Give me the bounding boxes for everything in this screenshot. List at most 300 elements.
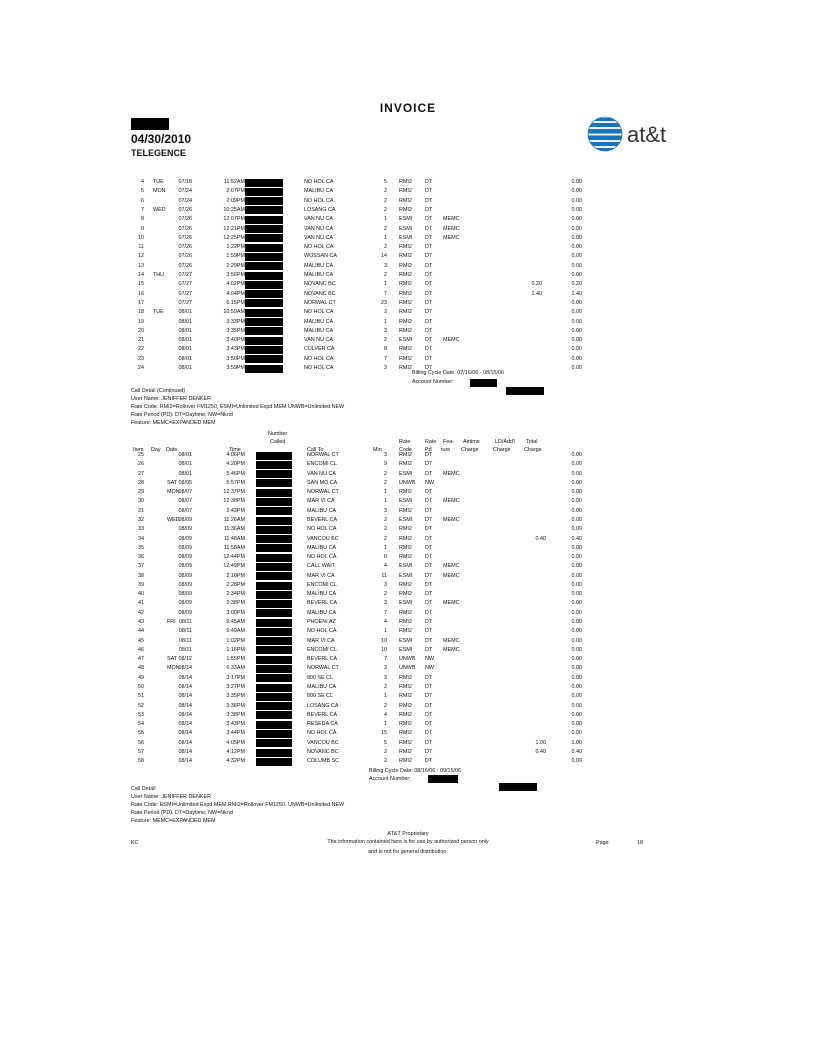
redacted-number <box>256 452 292 460</box>
call-minutes: 1 <box>384 628 387 635</box>
item-number: 17 <box>138 299 144 306</box>
call-time: 4:02PM <box>226 281 245 288</box>
rate-code: RMI2 <box>399 206 412 213</box>
total-charge: 0.00 <box>571 693 582 700</box>
call-minutes: 2 <box>384 516 387 523</box>
call-detail-label: Call Detail (Continued) <box>131 388 186 394</box>
table-row <box>0 581 816 590</box>
call-time: 12:25PM <box>223 234 245 241</box>
rate-period: DT <box>425 739 433 746</box>
table-row <box>0 336 816 345</box>
invoice-title: INVOICE <box>379 101 437 115</box>
call-time: 2:28PM <box>226 581 245 588</box>
call-day: TUE <box>153 309 164 316</box>
total-charge: 0.40 <box>571 535 582 542</box>
call-date: 07/27 <box>178 281 192 288</box>
call-minutes: 2 <box>384 337 387 344</box>
call-time: 12:49PM <box>223 563 245 570</box>
rate-code: RMI2 <box>399 609 412 616</box>
call-time: 2:09PM <box>226 197 245 204</box>
call-time: 3:36PM <box>226 702 245 709</box>
rate-period: DT <box>425 758 433 765</box>
call-date: 08/01 <box>178 337 192 344</box>
call-to-place: MALIBU CA <box>304 272 334 278</box>
redacted-number <box>256 656 292 664</box>
redacted-number <box>245 234 283 242</box>
call-date: 08/09 <box>178 544 192 551</box>
col-item: Item <box>133 447 144 453</box>
call-date: 07/26 <box>178 216 192 223</box>
redacted-number <box>256 470 292 478</box>
call-date: 08/11 <box>178 646 192 653</box>
redacted-number <box>256 507 292 515</box>
call-date: 08/14 <box>178 702 192 709</box>
item-number: 4 <box>141 179 144 185</box>
company-name: TELEGENCE <box>131 148 187 158</box>
redacted-number <box>245 365 283 373</box>
call-date: 07/26 <box>178 262 192 269</box>
rate-period: DT <box>425 581 433 588</box>
rate-period: DT <box>425 253 433 260</box>
footer-code: KC <box>131 840 139 846</box>
total-charge: 0.00 <box>571 355 582 362</box>
col-day: Day <box>151 447 161 453</box>
call-minutes: 2 <box>384 197 387 204</box>
table-row <box>0 748 816 757</box>
item-number: 45 <box>138 637 144 644</box>
rate-code: RMI2 <box>399 544 412 551</box>
total-charge: 0.00 <box>571 702 582 709</box>
item-number: 23 <box>138 355 144 362</box>
table-row <box>0 178 816 187</box>
table-row <box>0 739 816 748</box>
feature-code: MEMC <box>443 600 460 607</box>
redacted-number <box>256 489 292 497</box>
redacted-number <box>256 721 292 729</box>
call-date: 08/14 <box>178 758 192 765</box>
table-row <box>0 525 816 534</box>
redacted-number <box>245 299 283 307</box>
proprietary-label: AT&T Proprietary <box>387 831 429 837</box>
call-minutes: 3 <box>384 262 387 269</box>
call-time: 3:40PM <box>226 337 245 344</box>
table-row <box>0 206 816 215</box>
call-to-place: NO HOL CA <box>307 526 337 533</box>
call-day: MON <box>167 489 180 496</box>
rate-period: DT <box>425 452 433 458</box>
logo-text: at&t <box>627 122 667 147</box>
total-charge: 0.00 <box>571 197 582 204</box>
call-to-place: MALIBU CA <box>304 188 334 195</box>
call-minutes: 3 <box>384 452 387 458</box>
item-number: 13 <box>138 262 144 269</box>
rate-code: RMI2 <box>399 591 412 598</box>
table-row <box>0 488 816 497</box>
call-to-place: MALIBU CA <box>307 591 337 598</box>
call-to-place: NO HOL CA <box>304 365 334 371</box>
total-charge: 0.00 <box>571 637 582 644</box>
call-to-place: VAN NU CA <box>304 225 333 232</box>
call-date: 08/14 <box>178 721 192 728</box>
call-minutes: 1 <box>384 234 387 241</box>
page-label: Page <box>596 840 609 846</box>
call-to-place: BEVERL CA <box>307 656 338 663</box>
item-number: 18 <box>138 309 144 316</box>
rate-period: DT <box>425 544 433 551</box>
call-date: 08/09 <box>178 526 192 533</box>
airtime-charge: 0.40 <box>535 748 546 755</box>
call-date: 07/18 <box>178 179 192 185</box>
call-time: 2:07PM <box>226 188 245 195</box>
rate-code: UNWB <box>399 665 416 672</box>
table-row <box>0 479 816 488</box>
total-charge: 0.00 <box>571 684 582 690</box>
call-minutes: 2 <box>384 272 387 278</box>
call-day: THU <box>153 272 165 278</box>
rate-code: RMI2 <box>399 452 412 458</box>
rate-period: DT <box>425 188 433 195</box>
rate-code: RMI2 <box>399 684 412 690</box>
rate-period: DT <box>425 646 433 653</box>
call-minutes: 1 <box>384 693 387 700</box>
rate-code: ESMI <box>399 337 413 344</box>
col-number-bottom: Called <box>270 439 286 445</box>
user-name: User Name: JENIFFER DENKER <box>131 396 211 402</box>
call-time: 2:34PM <box>226 591 245 598</box>
call-to-place: MALIBU CA <box>307 507 337 514</box>
table-row <box>0 187 816 196</box>
rate-code: RMI2 <box>399 693 412 700</box>
item-number: 29 <box>138 489 144 496</box>
rate-code: ESMI <box>399 646 413 653</box>
total-charge: 0.00 <box>571 628 582 635</box>
user-name: User Name: JENIFFER DENKER <box>131 794 211 800</box>
rate-period: NW <box>425 656 434 663</box>
call-minutes: 1 <box>384 721 387 728</box>
call-minutes: 3 <box>384 327 387 334</box>
redaction-block <box>131 118 169 130</box>
item-number: 21 <box>138 337 144 344</box>
call-minutes: 10 <box>381 646 387 653</box>
item-number: 55 <box>138 730 144 737</box>
call-to-place: NO HOL CA <box>307 730 337 737</box>
redacted-number <box>256 461 292 469</box>
col-ldaddl-bottom: Charge <box>493 447 511 453</box>
redacted-number <box>256 739 292 747</box>
item-number: 42 <box>138 609 144 616</box>
call-day: SAT <box>167 656 178 663</box>
airtime-charge: 0.40 <box>535 535 546 542</box>
rate-period: DT <box>425 591 433 598</box>
rate-period: DT <box>425 711 433 718</box>
item-number: 15 <box>138 281 144 288</box>
call-to-place: CALL WAIT <box>307 563 336 570</box>
rate-period: DT <box>425 461 433 468</box>
call-minutes: 2 <box>384 188 387 195</box>
call-to-place: NOVANC BC <box>307 748 339 755</box>
call-to-place: PHOENI AZ <box>307 619 336 626</box>
table-row <box>0 609 816 618</box>
total-charge: 0.00 <box>571 299 582 306</box>
rate-code: RMI2 <box>399 179 412 185</box>
rate-period: DT <box>425 619 433 626</box>
item-number: 39 <box>138 581 144 588</box>
item-number: 44 <box>138 628 144 635</box>
table-row <box>0 599 816 608</box>
rate-code: ESMI <box>399 600 413 607</box>
table-row <box>0 757 816 766</box>
item-number: 56 <box>138 739 144 746</box>
rate-code: RMI2 <box>399 619 412 626</box>
item-number: 51 <box>138 693 144 700</box>
col-ratepd-top: Rate <box>425 439 437 445</box>
total-charge: 0.00 <box>571 544 582 551</box>
redacted-number <box>245 318 283 326</box>
table-row <box>0 646 816 655</box>
rate-period: DT <box>425 327 433 334</box>
item-number: 16 <box>138 290 144 297</box>
call-time: 3:44PM <box>226 730 245 737</box>
call-to-place: MAR VI CA <box>307 572 335 579</box>
rate-code: RMI2 <box>399 253 412 260</box>
rate-period: DT <box>425 516 433 523</box>
item-number: 37 <box>138 563 144 570</box>
call-date: 08/14 <box>178 665 192 672</box>
total-charge: 0.00 <box>571 711 582 718</box>
account-number-2: Account Number: <box>369 776 411 782</box>
call-to-place: VANCOU BC <box>307 535 339 542</box>
item-number: 53 <box>138 711 144 718</box>
call-time: 10:25AM <box>223 206 245 213</box>
call-minutes: 3 <box>384 665 387 672</box>
table-row <box>0 637 816 646</box>
rate-code: RMI2 <box>399 581 412 588</box>
rate-period: DT <box>425 674 433 681</box>
call-to-place: MALIBU CA <box>307 684 337 690</box>
call-date: 08/14 <box>178 711 192 718</box>
table-row <box>0 535 816 544</box>
att-globe-icon <box>585 103 685 165</box>
feature-code: MEMC <box>443 646 460 653</box>
feature-code: MEMC <box>443 563 460 570</box>
redacted-number <box>256 674 292 682</box>
call-time: 4:32PM <box>226 758 245 765</box>
item-number: 33 <box>138 526 144 533</box>
call-time: 5:57PM <box>226 479 245 486</box>
table-row <box>0 225 816 234</box>
rate-period: DT <box>425 470 433 477</box>
rate-code: RMI2 <box>399 318 412 325</box>
redacted-number <box>245 346 283 354</box>
call-minutes: 4 <box>384 619 387 626</box>
call-date: 08/01 <box>178 346 192 353</box>
call-time: 9:49AM <box>226 628 245 635</box>
rate-code: RMI2 <box>399 711 412 718</box>
rate-period: DT <box>425 554 433 561</box>
item-number: 32 <box>138 516 144 523</box>
table-row <box>0 215 816 224</box>
table-row <box>0 197 816 206</box>
rate-code: RMI2 <box>399 730 412 737</box>
total-charge: 0.00 <box>571 309 582 316</box>
rate-code: RMI2 <box>399 489 412 496</box>
redacted-number <box>256 526 292 534</box>
call-time: 12:38PM <box>223 498 245 505</box>
call-minutes: 2 <box>384 309 387 316</box>
call-minutes: 1 <box>384 216 387 223</box>
call-time: 3:56PM <box>226 272 245 278</box>
item-number: 28 <box>138 479 144 486</box>
call-time: 11:36AM <box>223 526 245 533</box>
redacted-number <box>256 535 292 543</box>
total-charge: 0.00 <box>571 206 582 213</box>
rate-period: DT <box>425 489 433 496</box>
call-time: 11:58AM <box>223 544 245 551</box>
call-date: 08/09 <box>178 563 192 570</box>
rate-period: NW <box>425 665 434 672</box>
call-to-place: VAN NU CA <box>304 337 333 344</box>
total-charge: 0.00 <box>571 452 582 458</box>
feature-code: MEMC <box>443 234 460 241</box>
call-date: 08/07 <box>178 489 192 496</box>
rate-period: DT <box>425 365 433 371</box>
call-minutes: 5 <box>384 179 387 185</box>
rate-code: RMI2 <box>399 758 412 765</box>
call-time: 3:27PM <box>226 684 245 690</box>
page-number: 18 <box>637 840 643 846</box>
redacted-number <box>245 179 283 187</box>
rate-code: RMI2 <box>399 309 412 316</box>
rate-period: NW <box>425 479 434 486</box>
table-row <box>0 655 816 664</box>
call-time: 11:52AM <box>223 179 245 185</box>
col-min: Min <box>373 447 382 453</box>
item-number: 8 <box>141 216 144 223</box>
table-row <box>0 590 816 599</box>
item-number: 49 <box>138 674 144 681</box>
redacted-number <box>256 684 292 692</box>
call-date: 08/01 <box>178 461 192 468</box>
call-date: 08/01 <box>178 365 192 371</box>
call-to-place: VANCOU BC <box>307 739 339 746</box>
confidentiality-line-1: The information contained here is for use by authorized person only <box>327 839 489 845</box>
call-to-place: CULVER CA <box>304 346 335 353</box>
col-airtime-top: Airtime <box>463 439 480 445</box>
item-number: 41 <box>138 600 144 607</box>
call-to-place: COLUMB SC <box>307 758 340 765</box>
table-row <box>0 290 816 299</box>
att-logo <box>585 103 685 165</box>
call-minutes: 2 <box>384 591 387 598</box>
call-to-place: LOSANG CA <box>304 206 336 213</box>
total-charge: 0.00 <box>571 665 582 672</box>
redacted-number <box>256 665 292 673</box>
table-row <box>0 692 816 701</box>
call-date: 08/07 <box>178 507 192 514</box>
redacted-number <box>256 646 292 654</box>
redacted-number <box>256 749 292 757</box>
table-row <box>0 243 816 252</box>
call-to-place: VAN NU CA <box>304 216 333 223</box>
call-date: 08/11 <box>178 619 192 626</box>
call-date: 08/09 <box>178 591 192 598</box>
table-row <box>0 364 816 373</box>
item-number: 9 <box>141 225 144 232</box>
total-charge: 0.00 <box>571 646 582 653</box>
total-charge: 0.00 <box>571 563 582 570</box>
col-rate-bottom: Code <box>399 447 412 453</box>
item-number: 26 <box>138 461 144 468</box>
rate-code: ESMI <box>399 225 413 232</box>
call-minutes: 3 <box>384 365 387 371</box>
item-number: 25 <box>138 452 144 458</box>
call-time: 3:00PM <box>226 609 245 616</box>
call-time: 4:12PM <box>226 748 245 755</box>
call-date: 08/14 <box>178 748 192 755</box>
call-minutes: 2 <box>384 758 387 765</box>
redacted-number <box>256 711 292 719</box>
call-date: 08/09 <box>178 554 192 561</box>
item-number: 7 <box>141 206 144 213</box>
rate-code: RMI2 <box>399 262 412 269</box>
item-number: 54 <box>138 721 144 728</box>
item-number: 24 <box>138 365 144 371</box>
call-to-place: 800 SE CL <box>307 674 334 681</box>
rate-period: DT <box>425 600 433 607</box>
call-time: 5:46PM <box>226 470 245 477</box>
rate-code: RMI2 <box>399 188 412 195</box>
call-time: 1:55PM <box>226 656 245 663</box>
rate-period: DT <box>425 721 433 728</box>
call-day: WED <box>153 206 166 213</box>
rate-code: ESMI <box>399 572 413 579</box>
col-feature-top: Fea- <box>443 439 455 445</box>
redaction-block <box>470 379 497 387</box>
rate-period: DT <box>425 197 433 204</box>
table-row <box>0 262 816 271</box>
rate-period: DT <box>425 281 433 288</box>
rate-code: RMI2 <box>399 526 412 533</box>
redaction-block <box>428 775 458 783</box>
rate-code: RMI2 <box>399 281 412 288</box>
total-charge: 0.20 <box>571 281 582 288</box>
item-number: 5 <box>141 188 144 195</box>
table-row <box>0 280 816 289</box>
feature-code: MEMC <box>443 216 460 223</box>
redacted-number <box>256 544 292 552</box>
call-time: 2:29PM <box>226 262 245 269</box>
redacted-number <box>245 281 283 289</box>
call-to-place: BEVERL CA <box>307 711 338 718</box>
call-minutes: 8 <box>384 346 387 353</box>
rate-period: DT <box>425 526 433 533</box>
billing-cycle-1: Billing Cycle Date: 07/16/06 - 08/15/06 <box>412 370 504 376</box>
redacted-number <box>256 628 292 636</box>
table-row <box>0 572 816 581</box>
item-number: 48 <box>138 665 144 672</box>
total-charge: 0.00 <box>571 609 582 616</box>
redacted-number <box>256 498 292 506</box>
call-to-place: ENCOMI CL <box>307 581 337 588</box>
call-minutes: 3 <box>384 600 387 607</box>
call-date: 07/26 <box>178 244 192 251</box>
confidentiality-line-2: and is not for general distribution. <box>368 849 448 855</box>
call-minutes: 2 <box>384 206 387 213</box>
rate-period: DT <box>425 234 433 241</box>
call-minutes: 9 <box>384 461 387 468</box>
item-number: 6 <box>141 197 144 204</box>
item-number: 14 <box>138 272 144 278</box>
